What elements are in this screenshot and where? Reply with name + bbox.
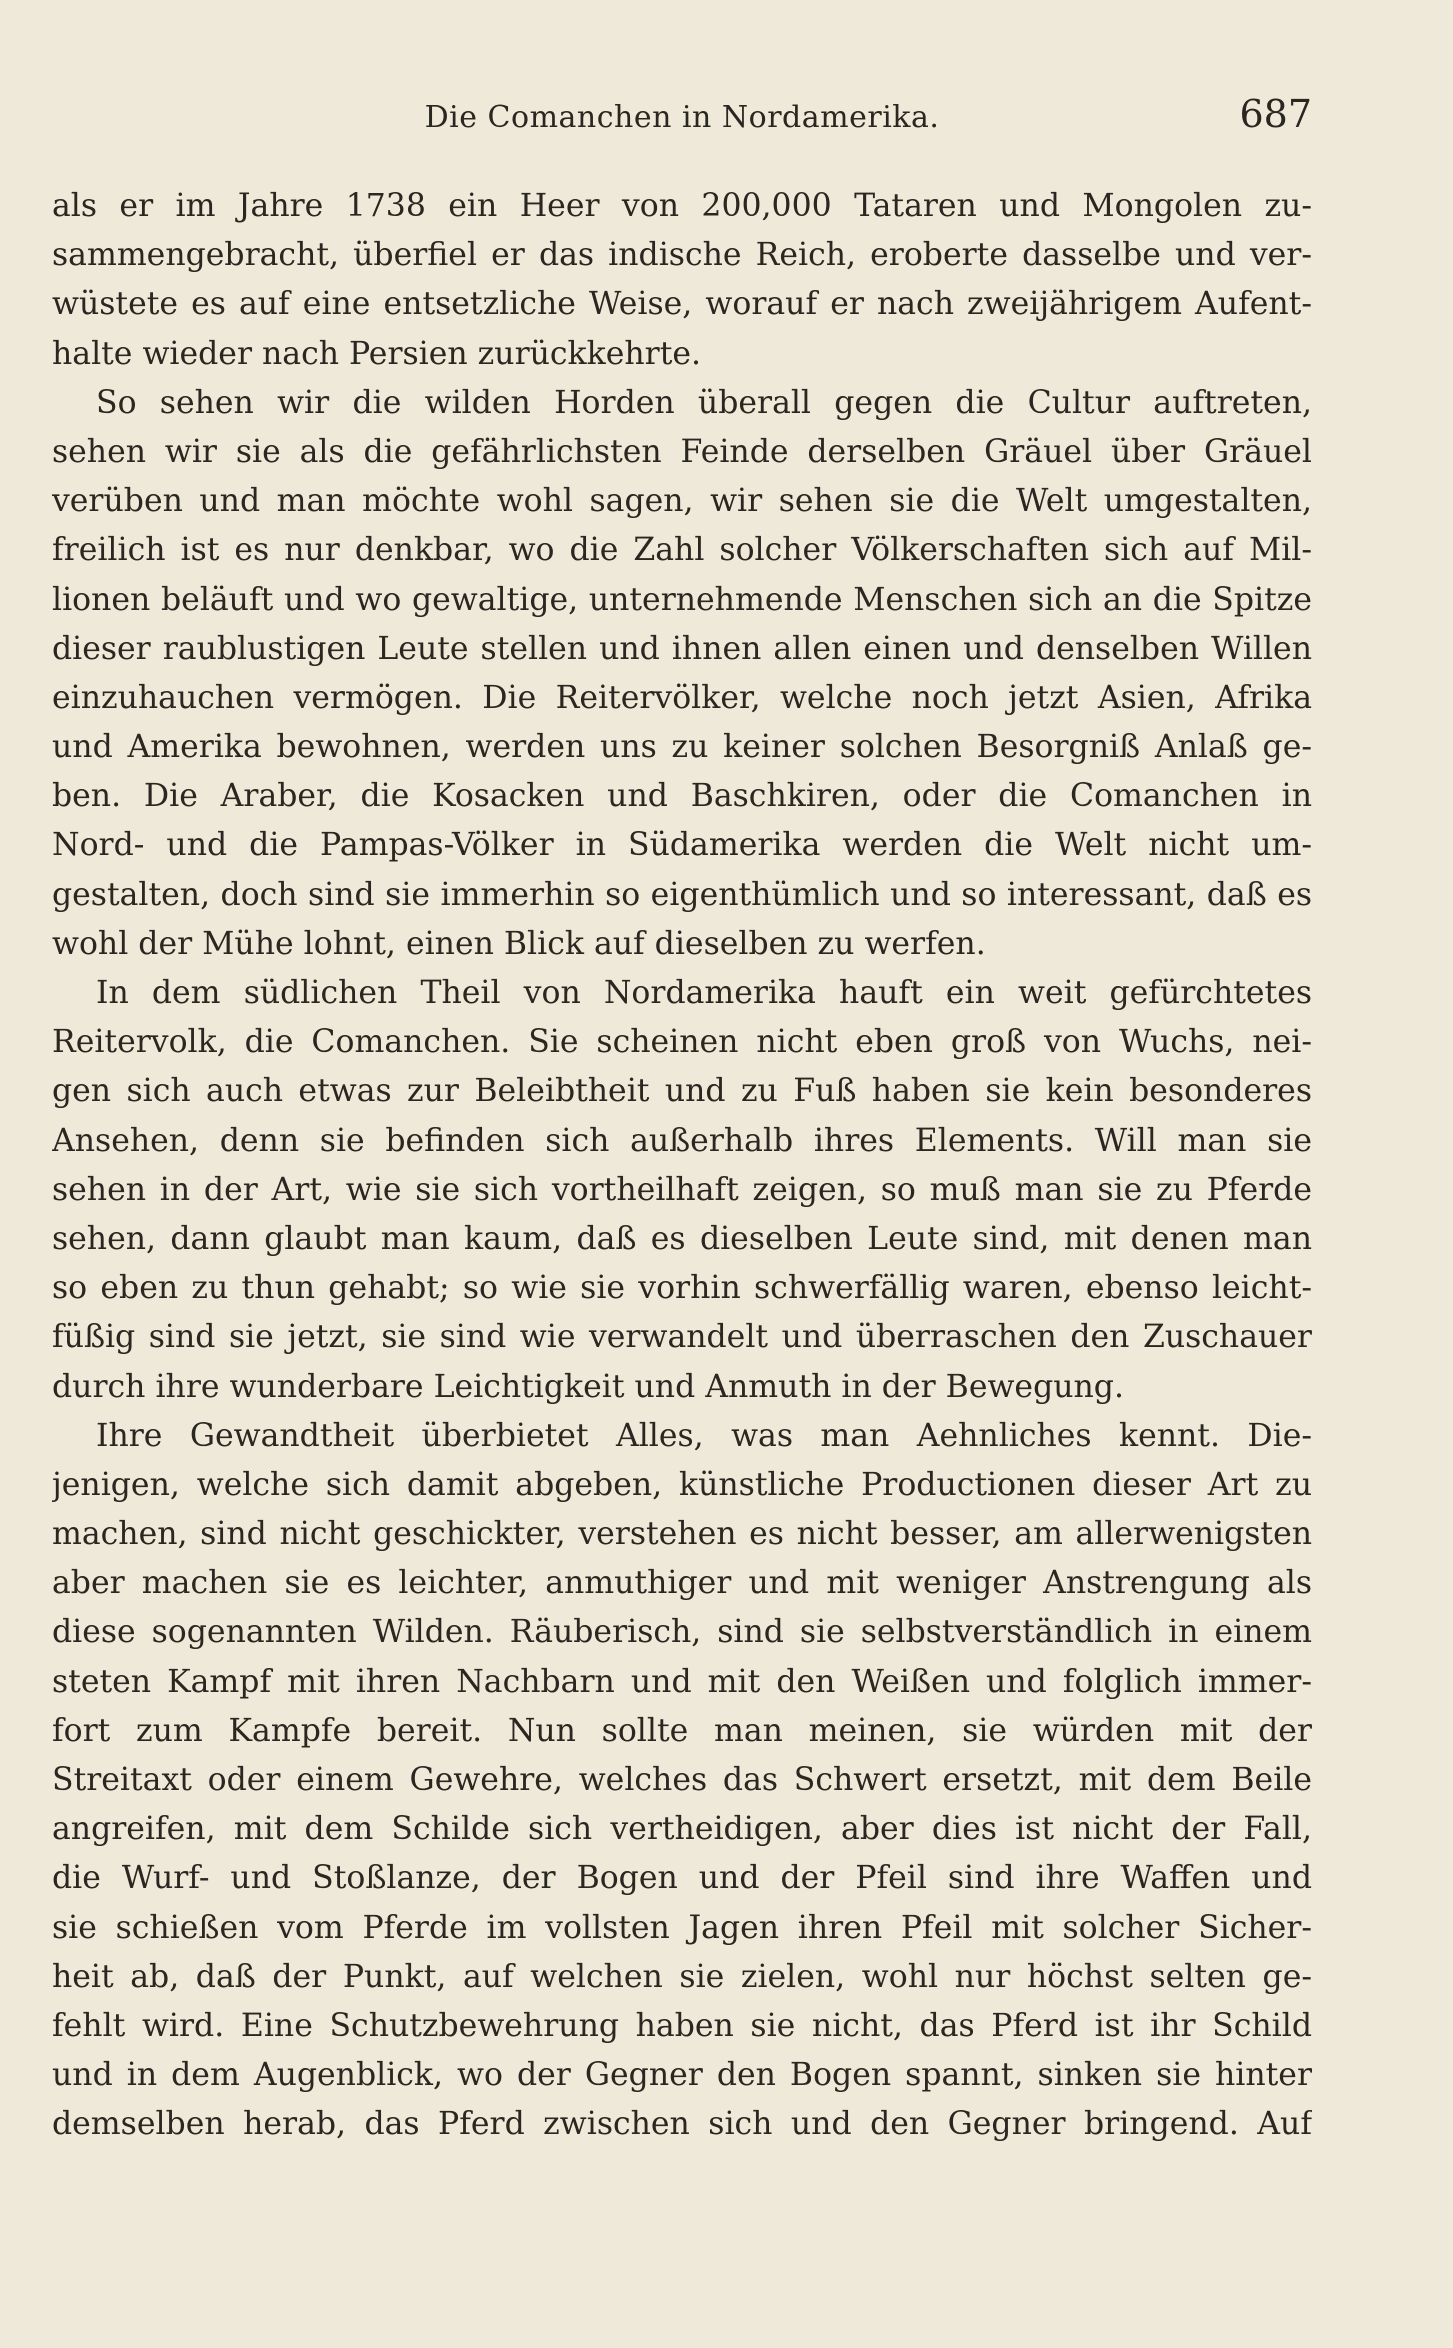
text-line: diese sogenannten Wilden. Räuberisch, sind sie selbstverständlich in einem	[52, 1614, 1312, 1651]
text-line: steten Kampf mit ihren Nachbarn und mit den Weißen und folglich immer-	[52, 1663, 1312, 1700]
text-line: Ansehen, denn sie befinden sich außerhalb ihres Elements. Will man sie	[52, 1122, 1312, 1159]
text-line: halte wieder nach Persien zurückkehrte.	[52, 335, 702, 372]
text-line: Streitaxt oder einem Gewehre, welches das Schwert ersetzt, mit dem Beile	[52, 1762, 1312, 1798]
text-line: dieser raublustigen Leute stellen und ihnen allen einen und denselben Willen	[52, 630, 1312, 667]
text-line: freilich ist es nur denkbar, wo die Zahl solcher Völkerschaften sich auf Mil-	[52, 532, 1312, 569]
body-text	[52, 182, 1312, 2150]
text-line: als er im Jahre 1738 ein Heer von 200,000 Tataren und Mongolen zu-	[52, 188, 1312, 224]
text-line: aber machen sie es leichter, anmuthiger und mit weniger Anstrengung als	[52, 1565, 1312, 1602]
text-line: Reitervolk, die Comanchen. Sie scheinen nicht eben groß von Wuchs, nei-	[52, 1024, 1312, 1061]
text-line: und Amerika bewohnen, werden uns zu keiner solchen Besorgniß Anlaß ge-	[52, 729, 1312, 766]
text-line: durch ihre wunderbare Leichtigkeit und Anmuth in der Bewegung.	[52, 1368, 1124, 1405]
text-line: die Wurf- und Stoßlanze, der Bogen und der Pfeil sind ihre Waffen und	[52, 1860, 1312, 1897]
text-line: Ihre Gewandtheit überbietet Alles, was man Aehnliches kennt. Die-	[96, 1417, 1312, 1454]
text-line: gen sich auch etwas zur Beleibtheit und zu Fuß haben sie kein besonderes	[52, 1073, 1312, 1110]
text-line: demselben herab, das Pferd zwischen sich und den Gegner bringend. Auf	[52, 2106, 1312, 2143]
text-line: fehlt wird. Eine Schutzbewehrung haben sie nicht, das Pferd ist ihr Schild	[52, 2007, 1312, 2044]
page-header	[52, 92, 1312, 142]
text-line: wohl der Mühe lohnt, einen Blick auf dieselben zu werfen.	[52, 925, 986, 962]
text-line: heit ab, daß der Punkt, auf welchen sie zielen, wohl nur höchst selten ge-	[52, 1958, 1312, 1995]
text-line: angreifen, mit dem Schilde sich vertheidigen, aber dies ist nicht der Fall,	[52, 1811, 1312, 1848]
text-line: jenigen, welche sich damit abgeben, künstliche Productionen dieser Art zu	[52, 1466, 1312, 1503]
text-line: füßig sind sie jetzt, sie sind wie verwandelt und überraschen den Zuschauer	[52, 1319, 1312, 1356]
running-title: Die Comanchen in Nordamerika.	[424, 100, 940, 135]
text-line: Nord- und die Pampas-Völker in Südamerika werden die Welt nicht um-	[52, 827, 1312, 864]
text-line: und in dem Augenblick, wo der Gegner den Bogen spannt, sinken sie hinter	[52, 2057, 1312, 2094]
text-line: sammengebracht, überfiel er das indische Reich, eroberte dasselbe und ver-	[52, 237, 1312, 274]
text-line: sehen in der Art, wie sie sich vortheilhaft zeigen, so muß man sie zu Pferde	[52, 1171, 1312, 1208]
text-line: lionen beläuft und wo gewaltige, unternehmende Menschen sich an die Spitze	[52, 581, 1312, 618]
text-line: sehen wir sie als die gefährlichsten Feinde derselben Gräuel über Gräuel	[52, 433, 1312, 470]
text-line: sehen, dann glaubt man kaum, daß es dieselben Leute sind, mit denen man	[52, 1220, 1312, 1257]
text-line: verüben und man möchte wohl sagen, wir sehen sie die Welt umgestalten,	[52, 483, 1312, 520]
text-line: wüstete es auf eine entsetzliche Weise, worauf er nach zweijährigem Aufent-	[52, 286, 1312, 323]
page-number: 687	[1239, 92, 1312, 136]
text-line: gestalten, doch sind sie immerhin so eigenthümlich und so interessant, daß es	[52, 876, 1312, 913]
text-line: machen, sind nicht geschickter, verstehen es nicht besser, am allerwenigsten	[52, 1516, 1312, 1553]
text-line: so eben zu thun gehabt; so wie sie vorhin schwerfällig waren, ebenso leicht-	[52, 1270, 1312, 1307]
text-line: In dem südlichen Theil von Nordamerika hauft ein weit gefürchtetes	[96, 975, 1312, 1011]
text-line: sie schießen vom Pferde im vollsten Jagen ihren Pfeil mit solcher Sicher-	[52, 1909, 1312, 1946]
text-line: fort zum Kampfe bereit. Nun sollte man meinen, sie würden mit der	[52, 1712, 1312, 1749]
text-line: einzuhauchen vermögen. Die Reitervölker, welche noch jetzt Asien, Afrika	[52, 679, 1312, 716]
text-line: So sehen wir die wilden Horden überall gegen die Cultur auftreten,	[96, 384, 1312, 421]
text-line: ben. Die Araber, die Kosacken und Baschkiren, oder die Comanchen in	[52, 778, 1312, 815]
